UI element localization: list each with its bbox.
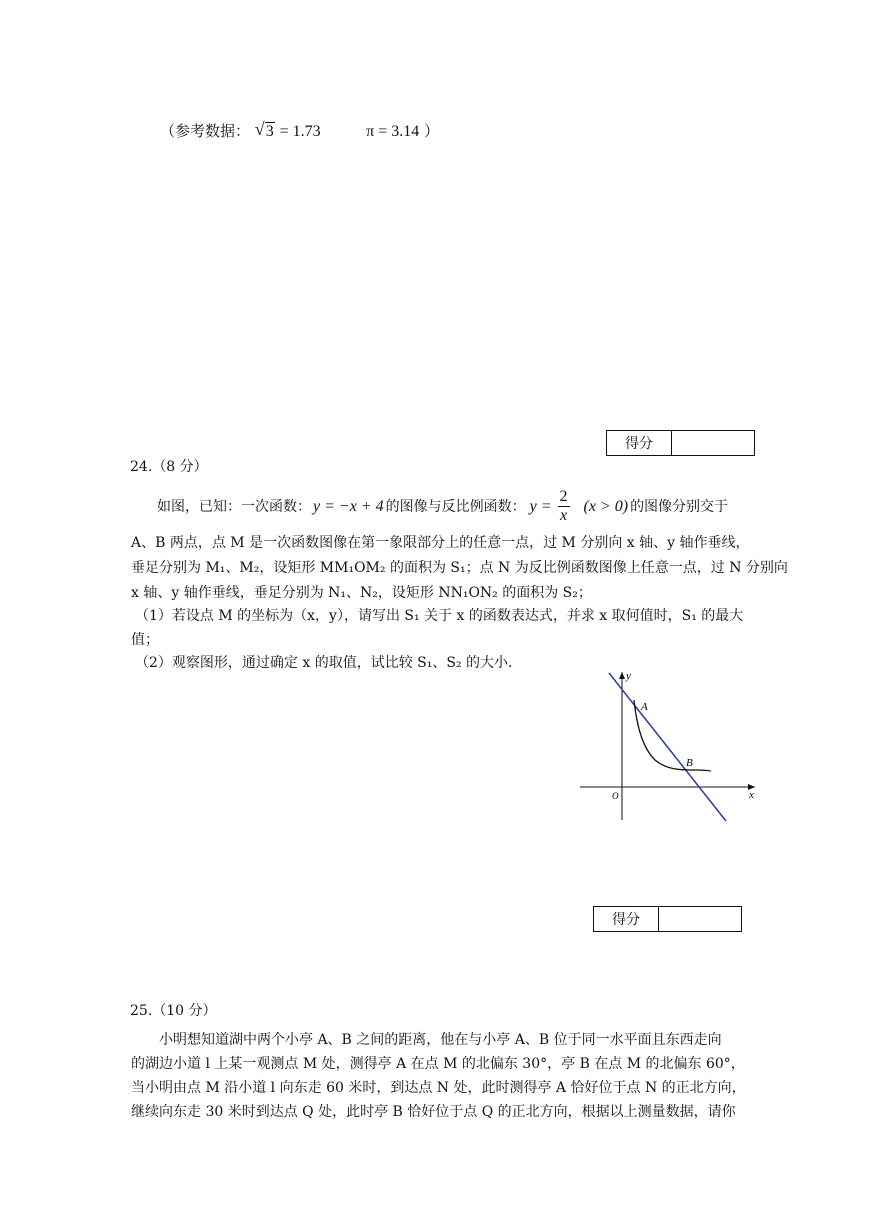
score-box-2 bbox=[593, 906, 742, 932]
q24-line-2: A、B 两点，点 M 是一次函数图像在第一象限部分上的任意一点，过 M 分别向 x 轴、y 轴作垂线， bbox=[131, 535, 750, 551]
score-label: 得分 bbox=[594, 907, 659, 931]
q25-line-3: 当小明由点 M 沿小道 l 向东走 60 米时，到达点 N 处，此时测得亭 A 恰好位于点 N 的正北方向， bbox=[131, 1080, 746, 1096]
q25-line-4: 继续向东走 30 米时到达点 Q 处，此时亭 B 恰好位于点 Q 的正北方向，根据以上测量数据，请你 bbox=[131, 1104, 736, 1120]
pi-expression: π = 3.14 bbox=[366, 123, 420, 140]
y-axis-arrow bbox=[619, 672, 625, 679]
fraction-numerator: 2 bbox=[559, 488, 568, 505]
q24-line-4: x 轴、y 轴作垂线，垂足分别为 N₁、N₂，设矩形 NN₁ON₂ 的面积为 S₂； bbox=[131, 585, 592, 601]
q24-line-3: 垂足分别为 M₁、M₂，设矩形 MM₁OM₂ 的面积为 S₁；点 N 为反比例函数图像上任意一点，过 N 分别向 bbox=[131, 560, 788, 576]
score-value-field[interactable] bbox=[659, 907, 741, 931]
q24-line1-c: 的图像分别交于 bbox=[630, 498, 729, 515]
q25-line-2: 的湖边小道 l 上某一观测点 M 处，测得亭 A 在点 M 的北偏东 30°，亭 B 在点 M 的北偏东 60°， bbox=[131, 1056, 745, 1072]
q24-part-2: （2）观察图形，通过确定 x 的取值，试比较 S₁、S₂ 的大小. bbox=[135, 655, 513, 671]
sqrt-radicand: 3 bbox=[265, 123, 274, 140]
score-value-field[interactable] bbox=[672, 431, 754, 455]
q24-part-1: （1）若设点 M 的坐标为（x，y），请写出 S₁ 关于 x 的函数表达式，并求 x 取何值时，S₁ 的最大 bbox=[135, 608, 744, 624]
score-label: 得分 bbox=[607, 431, 672, 455]
sqrt-value: = 1.73 bbox=[279, 123, 321, 140]
reference-data bbox=[160, 120, 439, 141]
q24-line1-b: 的图像与反比例函数： bbox=[385, 498, 526, 515]
function-graph bbox=[575, 668, 765, 828]
reference-suffix: ） bbox=[424, 122, 440, 140]
q24-line-1 bbox=[157, 488, 728, 525]
q25-line-1: 小明想知道湖中两个小亭 A、B 之间的距离，他在与小亭 A、B 位于同一水平面且东西走向 bbox=[159, 1032, 722, 1048]
q24-line1-a: 如图，已知：一次函数： bbox=[157, 498, 311, 515]
score-box-1 bbox=[606, 430, 755, 456]
sqrt-expression: √ 3 bbox=[254, 119, 274, 140]
fraction-denominator: x bbox=[559, 507, 568, 524]
q24-part-1-cont: 值； bbox=[131, 632, 159, 648]
domain-condition: (x > 0) bbox=[583, 497, 629, 515]
point-a-label: A bbox=[641, 701, 648, 713]
point-b-label: B bbox=[686, 757, 693, 769]
question-25-header: 25.（10 分） bbox=[130, 1003, 217, 1019]
inverse-fraction bbox=[558, 488, 570, 525]
y-axis-label: y bbox=[626, 670, 631, 682]
x-axis-label: x bbox=[749, 789, 754, 801]
linear-function: y = −x + 4 bbox=[313, 497, 384, 515]
origin-label: O bbox=[612, 791, 619, 801]
reference-prefix: （参考数据： bbox=[160, 122, 251, 140]
question-24-header: 24.（8 分） bbox=[130, 459, 208, 475]
linear-function-line bbox=[609, 673, 726, 821]
inverse-y: y = bbox=[529, 497, 552, 515]
